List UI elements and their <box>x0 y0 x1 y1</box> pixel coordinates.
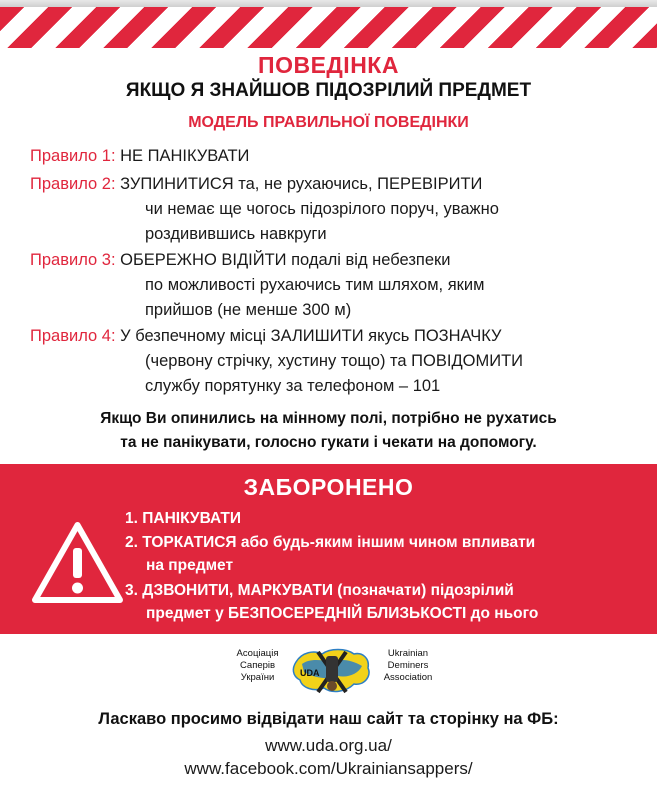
facebook-link[interactable]: www.facebook.com/Ukrainiansappers/ <box>184 759 473 778</box>
rule-text: службу порятунку за телефоном – 101 <box>145 377 441 395</box>
rule-3 <box>30 249 450 271</box>
footer-invite: Ласкаво просимо відвідати наш сайт та сторінку на ФБ: <box>98 710 559 728</box>
svg-text:UDA: UDA <box>300 668 320 678</box>
logo-line: Асоціація <box>236 648 279 659</box>
logo-line: Deminers <box>387 660 429 671</box>
minefield-note-line-1: Якщо Ви опинились на мінному полі, потрібно не рухатись <box>100 410 557 427</box>
item-text: ТОРКАТИСЯ або будь-яким іншим чином впливати <box>142 534 536 551</box>
item-number: 1. <box>125 510 138 527</box>
rule-label: Правило 2: <box>30 175 116 193</box>
rule-text: У безпечному місці ЗАЛИШИТИ якусь ПОЗНАЧКУ <box>120 327 502 345</box>
hazard-stripe-banner <box>0 7 657 48</box>
rule-text: ЗУПИНИТИСЯ та, не рухаючись, ПЕРЕВІРИТИ <box>120 175 483 193</box>
rule-text: чи немає ще чогось підозрілого поруч, уважно <box>145 200 499 218</box>
logo-line: Ukrainian <box>387 648 429 659</box>
rule-1 <box>30 145 249 167</box>
page-subtitle: ЯКЩО Я ЗНАЙШОВ ПІДОЗРІЛИЙ ПРЕДМЕТ <box>125 80 532 101</box>
page-title: ПОВЕДІНКА <box>258 52 399 78</box>
warning-triangle-icon <box>30 520 125 605</box>
rule-text: прийшов (не менше 300 м) <box>145 301 352 319</box>
forbidden-item-1 <box>125 508 241 530</box>
top-strip <box>0 0 657 7</box>
item-text: предмет у БЕЗПОСЕРЕДНІЙ БЛИЗЬКОСТІ до нього <box>146 605 539 622</box>
uda-logo <box>230 640 440 700</box>
rule-label: Правило 4: <box>30 327 116 345</box>
item-text: на предмет <box>146 557 234 574</box>
rule-text: (червону стрічку, хустину тощо) та ПОВІДОМИТИ <box>145 352 524 370</box>
rule-4 <box>30 325 502 347</box>
rule-text: роздивившись навкруги <box>145 225 327 243</box>
uda-emblem-icon <box>288 640 376 700</box>
logo-line: Association <box>383 672 433 683</box>
logo-line: Саперів <box>239 660 276 671</box>
logo-text-ua <box>230 648 285 684</box>
forbidden-title: ЗАБОРОНЕНО <box>243 474 414 500</box>
logo-text-en <box>378 648 438 684</box>
minefield-note-line-2: та не панікувати, голосно гукати і чекати на допомогу. <box>120 434 537 451</box>
rule-text: НЕ ПАНІКУВАТИ <box>120 147 250 165</box>
item-number: 3. <box>125 582 138 599</box>
forbidden-item-3 <box>125 580 514 602</box>
rule-text: ОБЕРЕЖНО ВІДІЙТИ подалі від небезпеки <box>120 251 451 269</box>
rule-label: Правило 3: <box>30 251 116 269</box>
item-text: ПАНІКУВАТИ <box>142 510 242 527</box>
forbidden-item-2 <box>125 532 535 554</box>
item-text: ДЗВОНИТИ, МАРКУВАТИ (позначати) підозрілий <box>142 582 514 599</box>
rule-text: по можливості рухаючись тим шляхом, яким <box>145 276 485 294</box>
rule-2 <box>30 173 482 195</box>
logo-line: України <box>240 672 275 683</box>
rule-label: Правило 1: <box>30 147 116 165</box>
section-title: МОДЕЛЬ ПРАВИЛЬНОЇ ПОВЕДІНКИ <box>188 114 469 131</box>
site-link[interactable]: www.uda.org.ua/ <box>265 736 392 755</box>
item-number: 2. <box>125 534 138 551</box>
